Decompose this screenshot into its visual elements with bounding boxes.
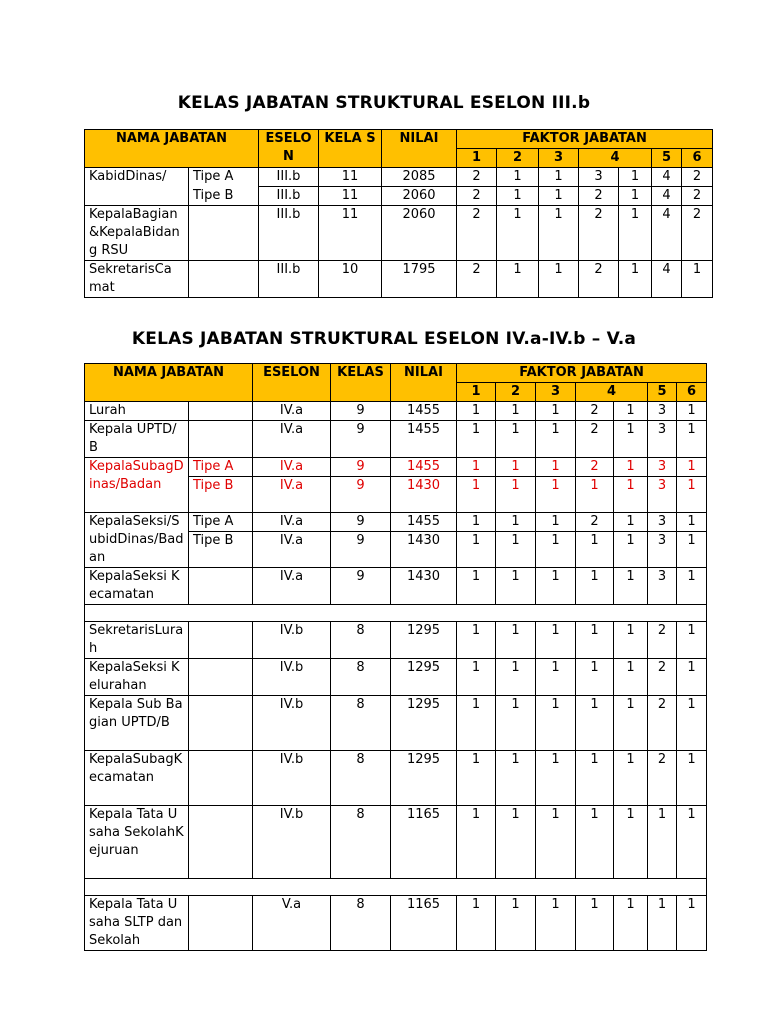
table-row — [85, 458, 707, 477]
faktor-cell-2: 1 — [496, 532, 536, 568]
nilai-cell: 1455 — [391, 513, 457, 532]
nilai-cell: 1455 — [391, 458, 457, 477]
eselon-cell: IV.a — [253, 402, 331, 421]
faktor-cell-5: 1 — [614, 532, 648, 568]
faktor-cell-3: 1 — [536, 421, 576, 458]
table1-header-row — [85, 130, 713, 149]
faktor-cell-6: 3 — [648, 402, 677, 421]
faktor-cell-1: 1 — [457, 806, 496, 879]
tipe-cell: Tipe A — [189, 168, 259, 187]
kelas-cell: 8 — [331, 622, 391, 659]
faktor-cell-1: 2 — [457, 187, 497, 206]
faktor-cell-5: 1 — [614, 421, 648, 458]
eselon-cell: III.b — [259, 187, 319, 206]
faktor-cell-7: 1 — [677, 806, 707, 879]
faktor-cell-2: 1 — [496, 458, 536, 477]
faktor-cell-4: 1 — [576, 696, 614, 751]
tipe-cell — [189, 806, 253, 879]
nilai-cell: 1295 — [391, 659, 457, 696]
kelas-cell: 9 — [331, 513, 391, 532]
kelas-cell: 8 — [331, 696, 391, 751]
faktor-cell-7: 1 — [677, 458, 707, 477]
nama-jabatan-cell: Lurah — [85, 402, 189, 421]
kelas-cell: 9 — [331, 532, 391, 568]
col-f2: 2 — [497, 149, 539, 168]
faktor-cell-6: 3 — [648, 532, 677, 568]
eselon-cell: IV.a — [253, 477, 331, 513]
faktor-cell-2: 1 — [496, 622, 536, 659]
nilai-cell: 1295 — [391, 696, 457, 751]
nilai-cell: 1430 — [391, 568, 457, 605]
tipe-cell: Tipe B — [189, 532, 253, 568]
faktor-cell-4: 2 — [576, 421, 614, 458]
faktor-cell-5: 1 — [619, 206, 652, 261]
table-row — [85, 659, 707, 696]
tipe-cell — [189, 622, 253, 659]
nama-jabatan-cell: SekretarisLurah — [85, 622, 189, 659]
faktor-cell-4: 1 — [576, 477, 614, 513]
faktor-cell-1: 1 — [457, 659, 496, 696]
nilai-cell: 1795 — [382, 261, 457, 298]
kelas-cell: 9 — [331, 477, 391, 513]
col-f1: 1 — [457, 149, 497, 168]
faktor-cell-3: 1 — [536, 532, 576, 568]
kelas-cell: 9 — [331, 568, 391, 605]
eselon-cell: IV.b — [253, 806, 331, 879]
faktor-cell-7: 2 — [682, 206, 713, 261]
tipe-cell: Tipe A — [189, 513, 253, 532]
faktor-cell-5: 1 — [614, 806, 648, 879]
nama-jabatan-cell: Kepala Tata Usaha SekolahKejuruan — [85, 806, 189, 879]
faktor-cell-6: 4 — [652, 168, 682, 187]
eselon-cell: IV.a — [253, 458, 331, 477]
faktor-cell-3: 1 — [536, 568, 576, 605]
tipe-cell: Tipe B — [189, 187, 259, 206]
nilai-cell: 1295 — [391, 622, 457, 659]
faktor-cell-2: 1 — [497, 206, 539, 261]
table-row — [85, 751, 707, 806]
faktor-cell-6: 4 — [652, 206, 682, 261]
faktor-cell-4: 1 — [576, 751, 614, 806]
table2-title: KELAS JABATAN STRUKTURAL ESELON IV.a-IV.b – V.a — [131, 329, 637, 349]
table-row — [85, 402, 707, 421]
faktor-cell-7: 1 — [677, 568, 707, 605]
faktor-cell-2: 1 — [496, 421, 536, 458]
col-f4: 4 — [576, 383, 648, 402]
faktor-cell-1: 2 — [457, 206, 497, 261]
faktor-cell-5: 1 — [614, 896, 648, 951]
faktor-cell-2: 1 — [496, 477, 536, 513]
faktor-cell-2: 1 — [497, 261, 539, 298]
faktor-cell-4: 2 — [579, 206, 619, 261]
faktor-cell-5: 1 — [614, 513, 648, 532]
faktor-cell-1: 1 — [457, 513, 496, 532]
faktor-cell-1: 1 — [457, 696, 496, 751]
table-eselon-iv-v — [84, 363, 707, 951]
faktor-cell-4: 1 — [576, 622, 614, 659]
nama-jabatan-cell: Kepala UPTD/B — [85, 421, 189, 458]
nilai-cell: 2060 — [382, 206, 457, 261]
nama-jabatan-cell: KepalaSeksi/SubidDinas/Badan — [85, 513, 189, 568]
faktor-cell-3: 1 — [536, 513, 576, 532]
faktor-cell-1: 1 — [457, 458, 496, 477]
nama-jabatan-cell: KabidDinas/ — [85, 168, 189, 206]
eselon-cell: IV.b — [253, 696, 331, 751]
faktor-cell-3: 1 — [536, 659, 576, 696]
faktor-cell-1: 2 — [457, 261, 497, 298]
faktor-cell-2: 1 — [496, 568, 536, 605]
tipe-cell: Tipe B — [189, 477, 253, 513]
faktor-cell-5: 1 — [614, 568, 648, 605]
faktor-cell-7: 1 — [682, 261, 713, 298]
faktor-cell-6: 2 — [648, 659, 677, 696]
faktor-cell-3: 1 — [536, 806, 576, 879]
faktor-cell-5: 1 — [619, 187, 652, 206]
faktor-cell-7: 1 — [677, 896, 707, 951]
faktor-cell-1: 1 — [457, 532, 496, 568]
faktor-cell-5: 1 — [619, 168, 652, 187]
nama-jabatan-cell: Kepala Tata Usaha SLTP danSekolah — [85, 896, 189, 951]
nilai-cell: 1430 — [391, 477, 457, 513]
faktor-cell-7: 1 — [677, 751, 707, 806]
nama-jabatan-cell: KepalaSubagDinas/Badan — [85, 458, 189, 513]
faktor-cell-1: 1 — [457, 402, 496, 421]
table2-body — [85, 402, 707, 951]
eselon-cell: IV.b — [253, 622, 331, 659]
eselon-cell: IV.b — [253, 751, 331, 806]
eselon-cell: IV.b — [253, 659, 331, 696]
faktor-cell-7: 1 — [677, 659, 707, 696]
eselon-cell: IV.a — [253, 532, 331, 568]
faktor-cell-2: 1 — [496, 806, 536, 879]
tipe-cell — [189, 896, 253, 951]
faktor-cell-3: 1 — [539, 261, 579, 298]
faktor-cell-7: 1 — [677, 402, 707, 421]
col-f6: 6 — [682, 149, 713, 168]
faktor-cell-5: 1 — [614, 477, 648, 513]
kelas-cell: 11 — [319, 168, 382, 187]
kelas-cell: 8 — [331, 751, 391, 806]
tipe-cell: Tipe A — [189, 458, 253, 477]
faktor-cell-5: 1 — [614, 402, 648, 421]
tipe-cell — [189, 659, 253, 696]
faktor-cell-4: 2 — [576, 513, 614, 532]
faktor-cell-3: 1 — [536, 402, 576, 421]
tipe-cell — [189, 568, 253, 605]
nama-jabatan-cell: KepalaSubagKecamatan — [85, 751, 189, 806]
faktor-cell-7: 1 — [677, 513, 707, 532]
faktor-cell-6: 3 — [648, 513, 677, 532]
faktor-cell-1: 1 — [457, 751, 496, 806]
faktor-cell-6: 3 — [648, 477, 677, 513]
faktor-cell-2: 1 — [496, 402, 536, 421]
kelas-cell: 8 — [331, 659, 391, 696]
table-row — [85, 421, 707, 458]
faktor-cell-6: 2 — [648, 622, 677, 659]
table2-header-row — [85, 364, 707, 383]
faktor-cell-4: 3 — [579, 168, 619, 187]
faktor-cell-1: 2 — [457, 168, 497, 187]
faktor-cell-6: 3 — [648, 458, 677, 477]
col-f3: 3 — [539, 149, 579, 168]
nama-jabatan-cell: KepalaSeksi Kelurahan — [85, 659, 189, 696]
nilai-cell: 1295 — [391, 751, 457, 806]
nilai-cell: 1165 — [391, 896, 457, 951]
faktor-cell-2: 1 — [497, 168, 539, 187]
faktor-cell-5: 1 — [614, 751, 648, 806]
faktor-cell-1: 1 — [457, 896, 496, 951]
faktor-cell-6: 1 — [648, 896, 677, 951]
faktor-cell-3: 1 — [536, 896, 576, 951]
faktor-cell-7: 1 — [677, 477, 707, 513]
spacer-row — [85, 879, 707, 896]
faktor-cell-2: 1 — [497, 187, 539, 206]
col-f6: 6 — [677, 383, 707, 402]
faktor-cell-4: 2 — [576, 458, 614, 477]
table-eselon-iii-b — [84, 129, 713, 298]
nilai-cell: 1455 — [391, 402, 457, 421]
faktor-cell-4: 1 — [576, 568, 614, 605]
faktor-cell-4: 2 — [576, 402, 614, 421]
faktor-cell-3: 1 — [539, 187, 579, 206]
eselon-cell: III.b — [259, 168, 319, 187]
table-row — [85, 568, 707, 605]
faktor-cell-6: 3 — [648, 568, 677, 605]
faktor-cell-6: 4 — [652, 187, 682, 206]
faktor-cell-5: 1 — [619, 261, 652, 298]
faktor-cell-5: 1 — [614, 622, 648, 659]
tipe-cell — [189, 696, 253, 751]
table1-body — [85, 168, 713, 298]
faktor-cell-1: 1 — [457, 421, 496, 458]
table-row — [85, 696, 707, 751]
nilai-cell: 1455 — [391, 421, 457, 458]
nilai-cell: 2060 — [382, 187, 457, 206]
faktor-cell-4: 2 — [579, 261, 619, 298]
col-kelas: KELAS — [331, 364, 391, 402]
col-f1: 1 — [457, 383, 496, 402]
col-f3: 3 — [536, 383, 576, 402]
col-f5: 5 — [652, 149, 682, 168]
table-row — [85, 513, 707, 532]
col-nilai: NILAI — [382, 130, 457, 168]
nama-jabatan-cell: Kepala Sub Bagian UPTD/B — [85, 696, 189, 751]
faktor-cell-6: 1 — [648, 806, 677, 879]
col-nama-jabatan: NAMA JABATAN — [85, 130, 259, 168]
faktor-cell-3: 1 — [536, 622, 576, 659]
table-row — [85, 206, 713, 261]
faktor-cell-1: 1 — [457, 477, 496, 513]
faktor-cell-3: 1 — [539, 206, 579, 261]
faktor-cell-6: 2 — [648, 751, 677, 806]
kelas-cell: 9 — [331, 421, 391, 458]
col-f5: 5 — [648, 383, 677, 402]
tipe-cell — [189, 206, 259, 261]
faktor-cell-3: 1 — [536, 696, 576, 751]
kelas-cell: 11 — [319, 187, 382, 206]
nilai-cell: 2085 — [382, 168, 457, 187]
faktor-cell-4: 2 — [579, 187, 619, 206]
kelas-cell: 8 — [331, 896, 391, 951]
faktor-cell-3: 1 — [539, 168, 579, 187]
tipe-cell — [189, 261, 259, 298]
spacer-cell — [85, 879, 707, 896]
col-f4: 4 — [579, 149, 652, 168]
nilai-cell: 1165 — [391, 806, 457, 879]
faktor-cell-5: 1 — [614, 696, 648, 751]
nama-jabatan-cell: SekretarisCamat — [85, 261, 189, 298]
faktor-cell-2: 1 — [496, 659, 536, 696]
faktor-cell-6: 3 — [648, 421, 677, 458]
faktor-cell-6: 2 — [648, 696, 677, 751]
faktor-cell-3: 1 — [536, 477, 576, 513]
col-f2: 2 — [496, 383, 536, 402]
table-row — [85, 896, 707, 951]
col-nama-jabatan: NAMA JABATAN — [85, 364, 253, 402]
faktor-cell-3: 1 — [536, 751, 576, 806]
faktor-cell-3: 1 — [536, 458, 576, 477]
eselon-cell: III.b — [259, 206, 319, 261]
tipe-cell — [189, 421, 253, 458]
faktor-cell-7: 1 — [677, 532, 707, 568]
tipe-cell — [189, 751, 253, 806]
col-kelas: KELA S — [319, 130, 382, 168]
nama-jabatan-cell: KepalaSeksi Kecamatan — [85, 568, 189, 605]
spacer-cell — [85, 605, 707, 622]
faktor-cell-7: 2 — [682, 168, 713, 187]
table-row — [85, 261, 713, 298]
table-row — [85, 806, 707, 879]
col-faktor-jabatan: FAKTOR JABATAN — [457, 130, 713, 149]
faktor-cell-2: 1 — [496, 513, 536, 532]
eselon-cell: IV.a — [253, 513, 331, 532]
faktor-cell-4: 1 — [576, 896, 614, 951]
faktor-cell-2: 1 — [496, 896, 536, 951]
faktor-cell-5: 1 — [614, 458, 648, 477]
col-faktor-jabatan: FAKTOR JABATAN — [457, 364, 707, 383]
col-eselon: ESELO N — [259, 130, 319, 168]
kelas-cell: 11 — [319, 206, 382, 261]
faktor-cell-2: 1 — [496, 751, 536, 806]
kelas-cell: 9 — [331, 402, 391, 421]
faktor-cell-6: 4 — [652, 261, 682, 298]
faktor-cell-2: 1 — [496, 696, 536, 751]
eselon-cell: IV.a — [253, 568, 331, 605]
faktor-cell-4: 1 — [576, 806, 614, 879]
col-eselon: ESELON — [253, 364, 331, 402]
faktor-cell-1: 1 — [457, 622, 496, 659]
faktor-cell-7: 2 — [682, 187, 713, 206]
nilai-cell: 1430 — [391, 532, 457, 568]
eselon-cell: IV.a — [253, 421, 331, 458]
faktor-cell-4: 1 — [576, 659, 614, 696]
kelas-cell: 10 — [319, 261, 382, 298]
spacer-row — [85, 605, 707, 622]
faktor-cell-7: 1 — [677, 421, 707, 458]
eselon-cell: V.a — [253, 896, 331, 951]
kelas-cell: 8 — [331, 806, 391, 879]
faktor-cell-4: 1 — [576, 532, 614, 568]
faktor-cell-1: 1 — [457, 568, 496, 605]
col-nilai: NILAI — [391, 364, 457, 402]
table-row — [85, 168, 713, 187]
faktor-cell-5: 1 — [614, 659, 648, 696]
faktor-cell-7: 1 — [677, 696, 707, 751]
eselon-cell: III.b — [259, 261, 319, 298]
table-row — [85, 622, 707, 659]
kelas-cell: 9 — [331, 458, 391, 477]
table1-title: KELAS JABATAN STRUKTURAL ESELON III.b — [177, 93, 591, 113]
faktor-cell-7: 1 — [677, 622, 707, 659]
tipe-cell — [189, 402, 253, 421]
nama-jabatan-cell: KepalaBagian&KepalaBidang RSU — [85, 206, 189, 261]
